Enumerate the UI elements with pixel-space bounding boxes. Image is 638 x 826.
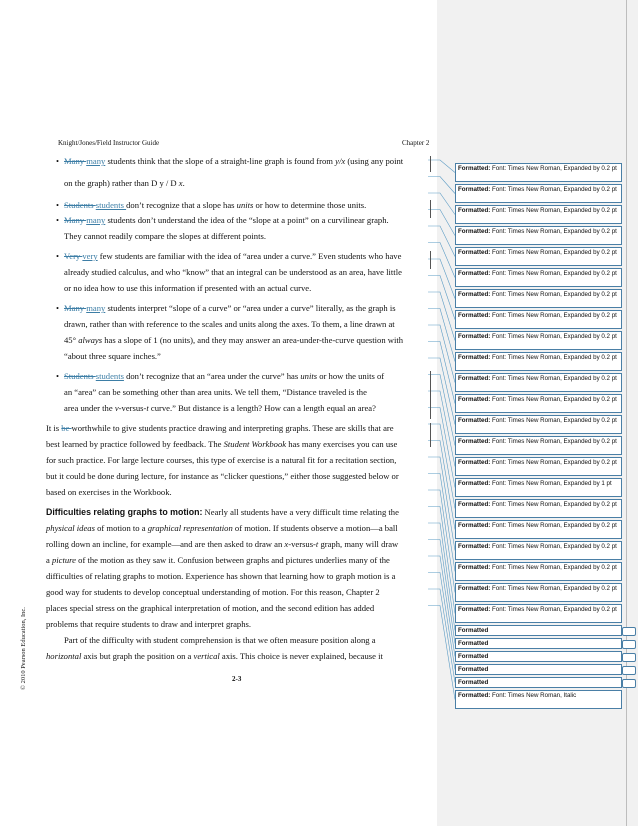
format-change-balloon[interactable]: [455, 226, 622, 245]
format-change-balloon[interactable]: [455, 478, 622, 497]
text-run: students interpret “slope of a curve” or “area under a curve” literally, as the graph is: [105, 303, 396, 313]
text-run: good way for students to develop conceptual understanding of motion. For this reason, Chapter 2: [46, 587, 380, 597]
text-run: but it could be done during lecture, for instance as “clicker questions,” either those suggested below or: [46, 471, 399, 481]
text-run: units: [236, 200, 254, 210]
format-change-balloon[interactable]: [455, 352, 622, 371]
text-run: It is: [46, 423, 62, 433]
balloon-label: Formatted:: [458, 312, 491, 319]
balloon-detail: Font: Times New Roman, Expanded by 0.2 pt: [490, 165, 617, 172]
format-change-balloon[interactable]: [455, 268, 622, 287]
balloon-detail: Font: Times New Roman, Expanded by 1 pt: [490, 480, 612, 487]
balloon-label: Formatted:: [458, 692, 491, 699]
balloon-detail: Font: Times New Roman, Expanded by 0.2 pt: [490, 438, 617, 445]
text-run: or no idea how to use this information if presented with an actual curve.: [64, 283, 312, 293]
bullet-glyph: •: [56, 156, 60, 166]
text-run: Student Workbook: [223, 439, 287, 449]
text-run: has many exercises you can use: [286, 439, 398, 449]
balloon-label: Formatted:: [458, 354, 491, 361]
change-bar: [430, 371, 431, 419]
balloon-detail: Font: Times New Roman, Expanded by 0.2 pt: [490, 333, 617, 340]
balloon-label: Formatted: [458, 666, 489, 673]
format-change-balloon[interactable]: [455, 638, 622, 649]
text-run: area under the: [64, 403, 115, 413]
balloon-label: Formatted:: [458, 186, 491, 193]
text-run: on the graph) rather than D y / D: [64, 178, 179, 188]
text-run: (using any point: [345, 156, 404, 166]
text-run: problems that require students to draw and interpret graphs.: [46, 619, 251, 629]
balloon-label: Formatted:: [458, 375, 491, 382]
bullet-glyph: •: [56, 303, 60, 313]
leader-line: [428, 226, 455, 257]
format-change-balloon[interactable]: [455, 499, 622, 518]
tracked-insertion: many: [86, 303, 106, 313]
text-run: always: [78, 335, 103, 345]
text-run: or how to determine those units.: [253, 200, 367, 210]
change-bar: [430, 423, 431, 447]
balloon-label: Formatted:: [458, 522, 491, 529]
text-run: of motion. If students observe a motion—a ball: [232, 523, 398, 533]
balloon-label: Formatted:: [458, 270, 491, 277]
text-run: y/x: [335, 156, 346, 166]
running-header-right: Chapter 2: [402, 139, 430, 147]
balloon-detail: Font: Times New Roman, Expanded by 0.2 pt: [490, 207, 617, 214]
balloon-detail: Font: Times New Roman, Expanded by 0.2 pt: [490, 417, 617, 424]
leader-line: [428, 193, 455, 215]
text-run: worthwhile to give students practice drawing and interpreting graphs. These are skills that are: [71, 423, 394, 433]
balloon-detail: Font: Times New Roman, Expanded by 0.2 pt: [490, 375, 617, 382]
text-run: don’t recognize that a slope has: [126, 200, 237, 210]
bullet-glyph: •: [56, 200, 60, 210]
balloon-detail: Font: Times New Roman, Expanded by 0.2 pt: [490, 564, 617, 571]
balloon-label: Formatted:: [458, 396, 491, 403]
balloon-label: Formatted:: [458, 606, 491, 613]
format-change-balloon[interactable]: [455, 436, 622, 455]
balloon-detail: Font: Times New Roman, Expanded by 0.2 pt: [490, 522, 617, 529]
format-change-balloon[interactable]: [455, 310, 622, 329]
balloon-detail: Font: Times New Roman, Expanded by 0.2 pt: [490, 585, 617, 592]
text-run: x: [284, 539, 289, 549]
tracked-deletion: Many: [64, 303, 87, 313]
format-change-balloon[interactable]: [455, 690, 622, 709]
balloon-label: Formatted: [458, 640, 489, 647]
text-run: already studied calculus, and who “know” that an integral can be understood as an area, have little: [64, 267, 402, 277]
balloon-detail: Font: Times New Roman, Expanded by 0.2 pt: [490, 291, 617, 298]
format-change-balloon[interactable]: [455, 415, 622, 434]
balloon-label: Formatted:: [458, 585, 491, 592]
balloon-detail: Font: Times New Roman, Expanded by 0.2 pt: [490, 396, 617, 403]
format-change-balloon[interactable]: [455, 604, 622, 623]
text-run: picture: [51, 555, 76, 565]
text-run: rolling down an incline, for example—and are then asked to draw an: [46, 539, 285, 549]
text-run: Nearly all students have a very difficult time relating the: [202, 507, 399, 517]
balloon-label: Formatted:: [458, 501, 491, 508]
balloon-detail: Font: Times New Roman, Expanded by 0.2 pt: [490, 543, 617, 550]
balloon-expand-handle[interactable]: [622, 666, 636, 675]
text-run: curve.” But distance is a length? How can a length equal an area?: [148, 403, 376, 413]
leader-line: [428, 325, 455, 383]
tracked-insertion: many: [86, 156, 106, 166]
format-change-balloon[interactable]: [455, 677, 622, 688]
balloon-expand-handle[interactable]: [622, 640, 636, 649]
leader-line: [428, 259, 455, 299]
text-run: -versus-: [118, 403, 147, 413]
balloon-detail: Font: Times New Roman, Expanded by 0.2 pt: [490, 459, 617, 466]
text-run: axis. This choice is never explained, because it: [219, 651, 383, 661]
balloon-detail: Font: Times New Roman, Expanded by 0.2 pt: [490, 606, 617, 613]
change-bar: [430, 156, 431, 172]
tracked-insertion: very: [82, 251, 98, 261]
text-run: students don’t understand the idea of the “slope at a point” on a curvilinear graph.: [105, 215, 389, 225]
balloon-label: Formatted:: [458, 249, 491, 256]
balloon-expand-handle[interactable]: [622, 627, 636, 636]
balloon-label: Formatted:: [458, 417, 491, 424]
leader-line: [428, 292, 455, 341]
leader-line: [428, 177, 455, 194]
balloon-expand-handle[interactable]: [622, 653, 636, 662]
balloon-detail: Font: Times New Roman, Expanded by 0.2 pt: [490, 354, 617, 361]
text-run: -versus-: [288, 539, 316, 549]
format-change-balloon[interactable]: [455, 583, 622, 602]
text-run: drawn, rather than with reference to the scales and units along the axes. To them, a line drawn at: [64, 319, 395, 329]
balloon-label: Formatted:: [458, 207, 491, 214]
text-run: a: [46, 555, 52, 565]
format-change-balloon[interactable]: [455, 664, 622, 675]
text-run: .: [182, 178, 185, 188]
text-run: graphical representation: [147, 523, 233, 533]
text-run: has a slope of 1 (no units), and they may answer an area-under-the-curve question with: [102, 335, 404, 345]
format-change-balloon[interactable]: [455, 394, 622, 413]
balloon-label: Formatted:: [458, 543, 491, 550]
balloon-label: Formatted: [458, 627, 489, 634]
balloon-detail: Font: Times New Roman, Expanded by 0.2 pt: [490, 186, 617, 193]
tracked-insertion: students: [95, 200, 127, 210]
text-run: an “area” can be something other than area units. We tell them, “Distance traveled is the: [64, 387, 367, 397]
text-run: units: [300, 371, 318, 381]
tracked-deletion: Students: [64, 200, 96, 210]
run-in-heading: Difficulties relating graphs to motion:: [46, 507, 203, 517]
balloon-label: Formatted:: [458, 165, 491, 172]
text-run: students think that the slope of a straight-line graph is found from: [105, 156, 336, 166]
text-run: of the motion as they saw it. Confusion between graphs and pictures underlies many of the: [76, 555, 390, 565]
text-run: x: [178, 178, 183, 188]
tracked-deletion: Many: [64, 156, 87, 166]
format-change-balloon[interactable]: [455, 205, 622, 224]
text-run: “about three square inches.”: [64, 351, 161, 361]
text-run: few students are familiar with the idea of “area under a curve.” Even students who have: [97, 251, 402, 261]
text-run: don’t recognize that an “area under the curve” has: [123, 371, 301, 381]
leader-line: [428, 573, 455, 670]
text-run: t: [146, 403, 149, 413]
format-change-balloon[interactable]: [455, 163, 622, 182]
balloon-detail: Font: Times New Roman, Expanded by 0.2 pt: [490, 501, 617, 508]
format-change-balloon[interactable]: [455, 651, 622, 662]
balloon-label: Formatted:: [458, 333, 491, 340]
format-change-balloon[interactable]: [455, 184, 622, 203]
format-change-balloon[interactable]: [455, 625, 622, 636]
balloon-label: Formatted: [458, 653, 489, 660]
balloon-detail: Font: Times New Roman, Expanded by 0.2 pt: [490, 249, 617, 256]
format-change-balloon[interactable]: [455, 289, 622, 308]
text-run: v: [114, 403, 119, 413]
tracked-deletion: Many: [64, 215, 87, 225]
balloon-detail: Font: Times New Roman, Expanded by 0.2 pt: [490, 312, 617, 319]
leader-line: [428, 391, 455, 467]
tracked-insertion: students: [95, 371, 124, 381]
format-change-balloon[interactable]: [455, 457, 622, 476]
format-change-balloon[interactable]: [455, 247, 622, 266]
text-run: 45°: [64, 335, 79, 345]
balloon-label: Formatted:: [458, 564, 491, 571]
balloon-label: Formatted:: [458, 480, 491, 487]
balloon-detail: Font: Times New Roman, Italic: [490, 692, 577, 699]
balloon-label: Formatted: [458, 679, 489, 686]
leader-line: [428, 309, 455, 362]
leader-line: [428, 342, 455, 404]
text-run: vertical: [193, 651, 220, 661]
format-change-balloon[interactable]: [455, 562, 622, 581]
text-run: for such practice. For large lecture courses, this type of exercise is a natural fit for a recitation section,: [46, 455, 397, 465]
balloon-detail: Font: Times New Roman, Expanded by 0.2 pt: [490, 228, 617, 235]
text-run: horizontal: [46, 651, 82, 661]
text-run: difficulties of relating graphs to motion. Experience has shown that learning how to graph motion is a: [46, 571, 396, 581]
text-run: places special stress on the graphical interpretation of motion, and the second edition has added: [46, 603, 375, 613]
text-run: They cannot readily compare the slopes at different points.: [64, 231, 266, 241]
change-bar: [430, 251, 431, 269]
text-run: Part of the difficulty with student comprehension is that we often measure position along a: [64, 635, 376, 645]
tracked-deletion: be: [61, 423, 72, 433]
tracked-insertion: many: [86, 215, 106, 225]
format-change-balloon[interactable]: [455, 541, 622, 560]
format-change-balloon[interactable]: [455, 373, 622, 392]
text-run: or how the units of: [317, 371, 385, 381]
leader-line: [428, 375, 455, 446]
text-run: best learned by practice followed by feedback. The: [46, 439, 224, 449]
leader-line: [428, 160, 455, 173]
bullet-glyph: •: [56, 215, 60, 225]
tracked-deletion: Students: [64, 371, 96, 381]
page-number: 2-3: [232, 675, 242, 683]
bullet-glyph: •: [56, 251, 60, 261]
text-run: t: [315, 539, 319, 549]
balloon-detail: Font: Times New Roman, Expanded by 0.2 pt: [490, 270, 617, 277]
tracked-deletion: Very: [64, 251, 83, 261]
leader-line: [428, 474, 455, 572]
change-bar: [430, 200, 431, 218]
bullet-glyph: •: [56, 371, 60, 381]
copyright-notice: © 2010 Pearson Education, Inc.: [20, 607, 27, 690]
format-change-balloon[interactable]: [455, 331, 622, 350]
text-run: physical ideas: [46, 523, 95, 533]
balloon-label: Formatted:: [458, 459, 491, 466]
text-run: graph, many will draw: [318, 539, 399, 549]
balloon-expand-handle[interactable]: [622, 679, 636, 688]
leader-line: [428, 210, 455, 236]
balloon-label: Formatted:: [458, 291, 491, 298]
balloon-label: Formatted:: [458, 228, 491, 235]
leader-line: [428, 606, 455, 700]
balloon-label: Formatted:: [458, 438, 491, 445]
text-run: based on exercises in the Workbook.: [46, 487, 172, 497]
running-header-left: Knight/Jones/Field Instructor Guide: [58, 139, 160, 147]
text-run: axis but graph the position on a: [81, 651, 194, 661]
format-change-balloon[interactable]: [455, 520, 622, 539]
text-run: of motion to a: [94, 523, 148, 533]
